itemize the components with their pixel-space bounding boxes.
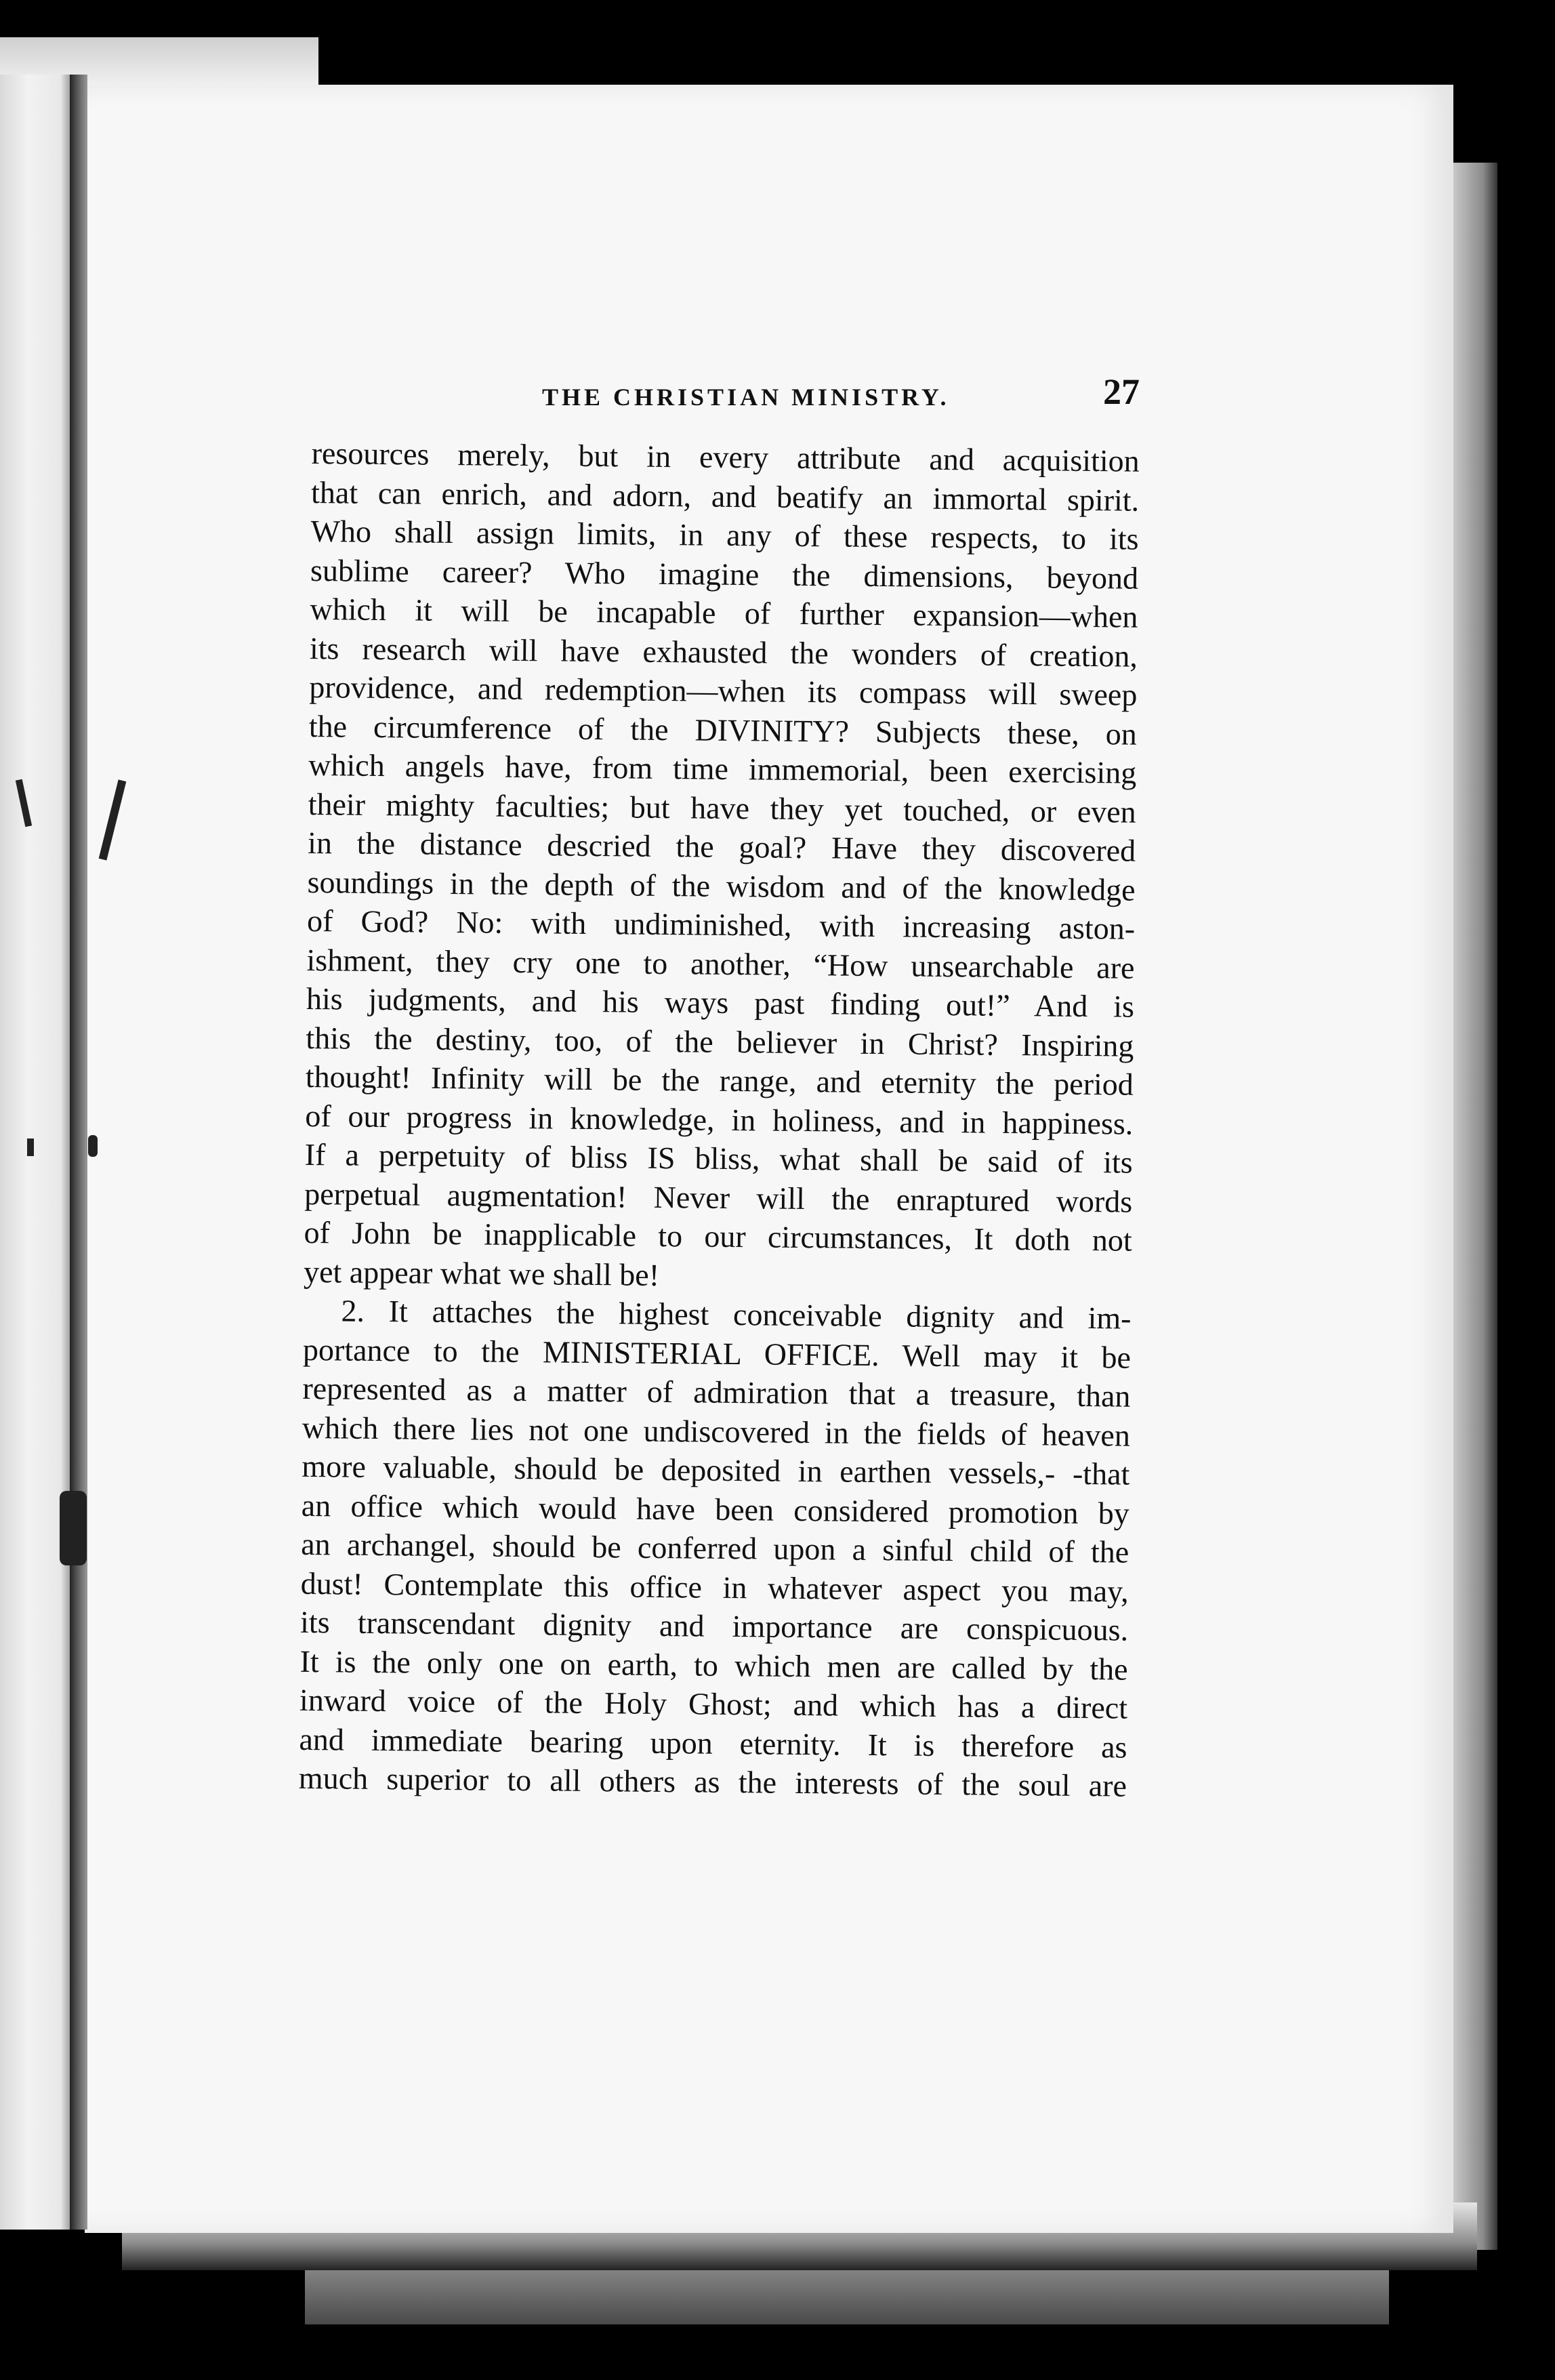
- text-line: 2. It attaches the highest conceivable dignity and im-: [341, 1293, 1132, 1336]
- text-line: in the distance descried the goal? Have they discovered: [307, 825, 1136, 868]
- text-line: represented as a matter of admiration that a treasure, than: [302, 1370, 1131, 1414]
- text-line: providence, and redemption—when its compass will sweep: [309, 669, 1138, 712]
- text-line: portance to the MINISTERIAL OFFICE. Well may it be: [302, 1332, 1132, 1375]
- bottom-strip: [305, 2263, 1389, 2324]
- text-line: yet appear what we shall be!: [303, 1254, 660, 1292]
- book-spine: [70, 75, 87, 2230]
- text-line: of John be inapplicable to our circumstances, It doth not: [304, 1214, 1132, 1258]
- binding-mark: [60, 1491, 87, 1565]
- text-line: which there lies not one undiscovered in the fields of heaven: [302, 1410, 1131, 1453]
- page-number: 27: [1103, 371, 1140, 412]
- text-line: sublime career? Who imagine the dimensions, beyond: [310, 552, 1139, 596]
- page-edge-shadow: [1450, 163, 1497, 2250]
- text-line: resources merely, but in every attribute and acquisition: [311, 435, 1140, 478]
- text-line: this the destiny, too, of the believer in Christ? Inspiring: [306, 1020, 1134, 1063]
- text-line: the circumference of the DIVINITY? Subjects these, on: [308, 708, 1138, 752]
- text-line: its transcendant dignity and importance are conspicuous.: [299, 1604, 1129, 1647]
- text-line: much superior to all others as the interests of the soul are: [298, 1760, 1127, 1803]
- text-line: his judgments, and his ways past finding out!” And is: [306, 981, 1135, 1024]
- left-page-leaf: [0, 75, 71, 2230]
- text-line: its research will have exhausted the wonders of creation,: [309, 630, 1138, 674]
- text-line: soundings in the depth of the wisdom and of the knowledge: [307, 864, 1136, 907]
- text-line: It is the only one on earth, to which men are called by the: [299, 1643, 1128, 1687]
- text-line: that can enrich, and adorn, and beatify an immortal spirit.: [310, 474, 1140, 518]
- text-line: thought! Infinity will be the range, and eternity the period: [305, 1059, 1134, 1102]
- page-header: [312, 369, 1140, 424]
- text-line: an office which would have been considered promotion by: [301, 1488, 1130, 1531]
- text-line: inward voice of the Holy Ghost; and which has a direct: [299, 1682, 1128, 1725]
- text-line: perpetual augmentation! Never will the enraptured words: [304, 1176, 1133, 1219]
- text-line: which it will be incapable of further expansion—when: [310, 591, 1138, 634]
- text-line: an archangel, should be conferred upon a sinful child of the: [301, 1526, 1129, 1569]
- text-line: If a perpetuity of bliss IS bliss, what shall be said of its: [304, 1136, 1133, 1180]
- text-line: of our progress in knowledge, in holiness, and in happiness.: [305, 1098, 1134, 1141]
- running-head: THE CHRISTIAN MINISTRY.: [542, 384, 950, 411]
- body-text: [299, 434, 1140, 1805]
- binding-mark: [88, 1135, 98, 1157]
- binding-mark: [27, 1138, 34, 1156]
- text-line: and immediate bearing upon eternity. It is therefore as: [299, 1721, 1127, 1765]
- text-line: dust! Contemplate this office in whatever aspect you may,: [300, 1565, 1129, 1609]
- text-line: which angels have, from time immemorial, been exercising: [308, 747, 1137, 790]
- text-line: Who shall assign limits, in any of these respects, to its: [310, 513, 1139, 556]
- text-line: more valuable, should be deposited in earthen vessels,- -that: [302, 1448, 1130, 1492]
- text-line: ishment, they cry one to another, “How unsearchable are: [306, 942, 1135, 985]
- text-line: their mighty faculties; but have they yet touched, or even: [308, 786, 1136, 829]
- text-line: of God? No: with undiminished, with increasing aston-: [306, 903, 1136, 946]
